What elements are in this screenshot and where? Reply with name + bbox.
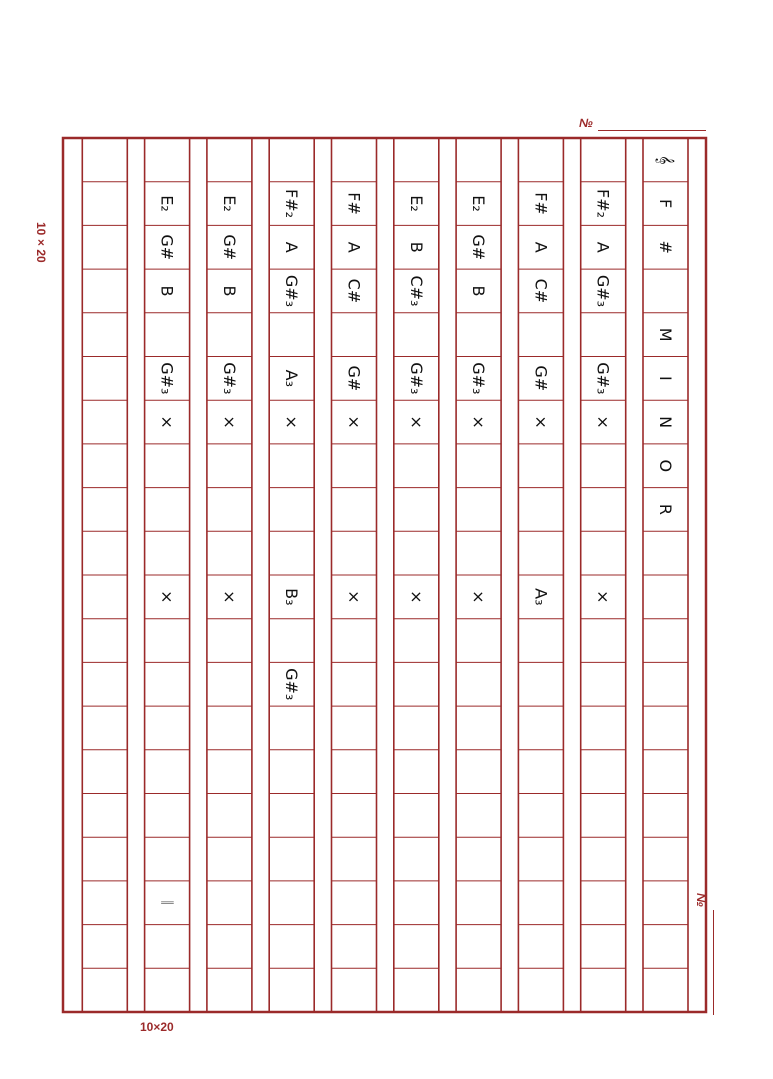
note-cell: R [656,503,675,516]
side-number-label: № [694,893,708,907]
note-cell: 𝄞 [656,155,675,165]
note-cell: × [469,590,489,604]
note-cell: × [282,415,302,429]
note-cell: G#₃ [593,362,613,395]
note-cell: G# [469,234,489,261]
note-cell: F# [344,192,364,215]
note-cell: G# [157,234,177,261]
note-cell: × [406,590,426,604]
note-cell: G#₃ [219,362,239,395]
note-cell: G#₃ [282,274,302,308]
note-cell: # [656,240,675,254]
note-cell: G# [531,365,551,392]
note-cell: × [219,590,239,604]
note-cell: B [406,241,426,253]
note-cell: × [157,415,177,429]
note-cell: A [531,241,551,253]
note-cell: F#₂ [593,189,613,219]
note-cell: E₂ [157,195,177,212]
note-cell: F#₂ [282,189,302,219]
note-cell: A₃ [282,369,302,388]
note-cell: F [656,198,675,209]
note-cell: N [656,416,675,429]
note-cell: C# [344,278,364,304]
note-cell: G#₃ [469,362,489,395]
footer-size-label: 10×20 [140,1020,174,1034]
note-cell: E₂ [469,195,489,212]
note-cell: G# [344,365,364,392]
note-cell: I [656,375,675,381]
note-cell: A [344,241,364,253]
note-cell: O [656,459,675,473]
note-cell: × [219,415,239,429]
note-cell: E₂ [406,195,426,212]
note-cell: G# [219,234,239,261]
note-cell: G#₃ [406,362,426,395]
page-number-label: № [579,116,593,130]
side-size-label: 10×20 [34,222,48,263]
note-cell: × [531,415,551,429]
note-cell: 𝄁 [157,901,177,904]
note-cell: G#₃ [157,362,177,395]
note-cell: × [593,590,613,604]
note-cell: A [593,241,613,253]
note-cell: G#₃ [593,274,613,308]
note-cell: E₂ [219,195,239,212]
note-cell: × [593,415,613,429]
note-cell: A [282,241,302,253]
note-cell: × [344,415,364,429]
note-cell: × [469,415,489,429]
note-cell: A₃ [531,588,551,606]
note-cell: B [219,285,239,297]
note-cell: B [469,285,489,297]
note-cell: × [157,590,177,604]
note-cell: F# [531,192,551,215]
note-cell: B₃ [282,588,302,606]
note-cell: G#₃ [282,668,302,701]
note-cell: C#₃ [406,275,426,307]
note-cell: C# [531,278,551,304]
note-cell: × [406,415,426,429]
note-cell: M [656,327,675,342]
note-cell: × [344,590,364,604]
note-cell: B [157,285,177,297]
